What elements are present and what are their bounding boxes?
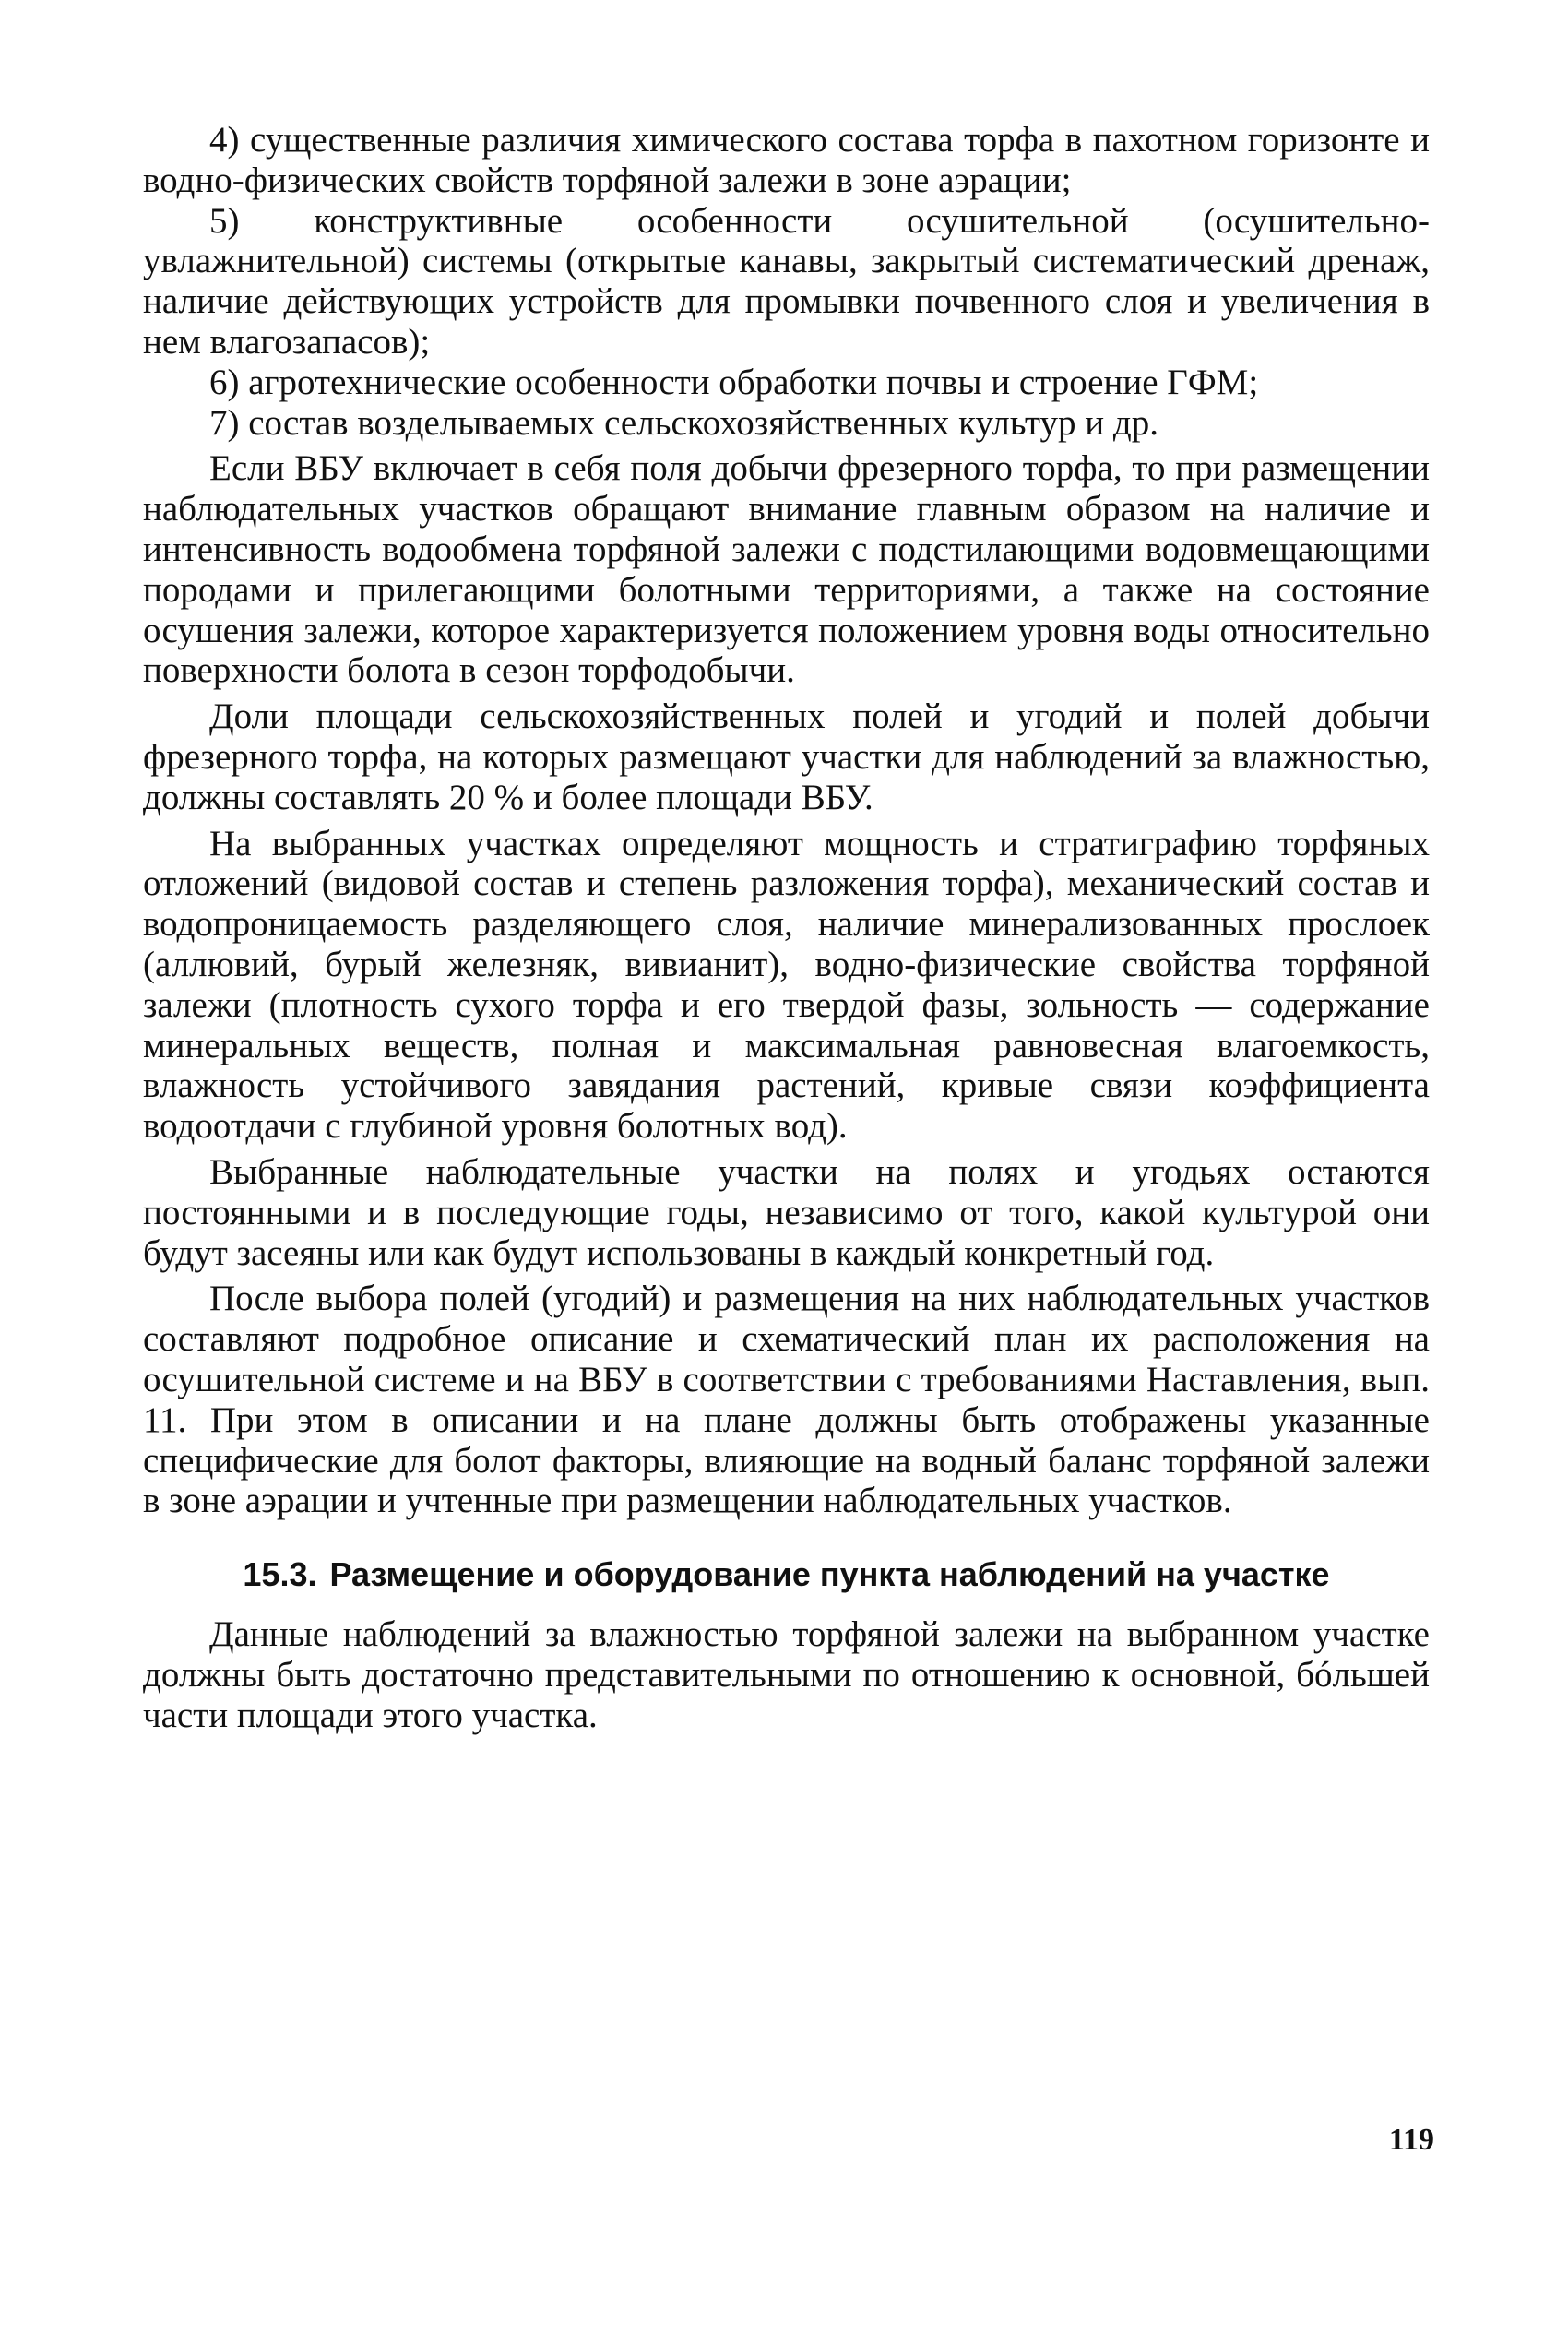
paragraph-peat-extraction: Если ВБУ включает в себя поля добычи фрезерного торфа, то при размещении наблюдательных участков обращают внимание главным образом на наличие и интенсивность водообмена торфяной залежи с подстилающими водовмещающими породами и прилегающими болотными территориями, а также на состояние осушения залежи, которое характеризуется положением уровня воды относительно поверхности болота в сезон торфодобычи.	[143, 448, 1430, 691]
body-text	[143, 120, 1430, 1735]
list-item-4: 4) существенные различия химического состава торфа в пахотном горизонте и водно-физических свойств торфяной залежи в зоне аэрации;	[143, 120, 1430, 200]
paragraph-area-share: Доли площади сельскохозяйственных полей и угодий и полей добычи фрезерного торфа, на которых размещают участки для наблюдений за влажностью, должны составлять 20 % и более площади ВБУ.	[143, 696, 1430, 817]
section-number: 15.3.	[243, 1555, 317, 1594]
section-heading	[143, 1554, 1430, 1594]
list-item-6: 6) агротехнические особенности обработки почвы и строение ГФМ;	[209, 362, 1259, 402]
paragraph-site-properties: На выбранных участках определяют мощность и стратиграфию торфяных отложений (видовой состав и степень разложения торфа), механический состав и водопроницаемость разделяющего слоя, наличие минерализованных прослоек (аллювий, бурый железняк, вивианит), водно-физические свойства торфяной залежи (плотность сухого торфа и его твердой фазы, зольность — содержание минеральных веществ, полная и максимальная равновесная влагоемкость, влажность устойчивого завядания растений, кривые связи коэффициента водоотдачи с глубиной уровня болотных вод).	[143, 823, 1430, 1147]
list-item-7: 7) состав возделываемых сельскохозяйственных культур и др.	[209, 402, 1159, 443]
list-item-5: 5) конструктивные особенности осушительной (осушительно-увлажнительной) системы (открытые канавы, закрытый систематический дренаж, наличие действующих устройств для промывки почвенного слоя и увеличения в нем влагозапасов);	[143, 200, 1430, 362]
paragraph-representativeness: Данные наблюдений за влажностью торфяной залежи на выбранном участке должны быть достаточно представительными по отношению к основной, бóльшей части площади этого участка.	[143, 1614, 1430, 1735]
section-title: Размещение и оборудование пункта наблюдений на участке	[329, 1555, 1330, 1594]
paragraph-site-description: После выбора полей (угодий) и размещения на них наблюдательных участков составляют подробное описание и схематический план их расположения на осушительной системе и на ВБУ в соответствии с требованиями Наставления, вып. 11. При этом в описании и на плане должны быть отображены указанные специфические для болот факторы, влияющие на водный баланс торфяной залежи в зоне аэрации и учтенные при размещении наблюдательных участков.	[143, 1279, 1430, 1521]
page-number: 119	[1388, 2123, 1434, 2157]
paragraph-permanent-sites: Выбранные наблюдательные участки на полях и угодьях остаются постоянными и в последующие годы, независимо от того, какой культурой они будут засеяны или как будут использованы в каждый конкретный год.	[143, 1151, 1430, 1273]
